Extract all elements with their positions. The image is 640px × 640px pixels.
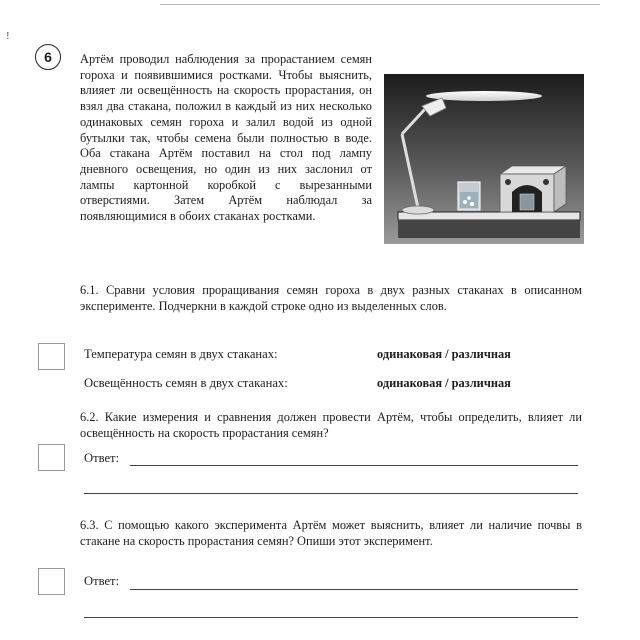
task-number: 6 [35,44,61,70]
question-6-3-text: 6.3. С помощью какого эксперимента Артём может выяснить, влияет ли наличие почвы в стакане на скорость прорастания семян? Опиши этот эксперимент. [80,518,582,548]
answer-line-6-2a[interactable] [130,465,578,466]
task-intro: Артём проводил наблюдения за прорастанием семян гороха и появившимися ростками. Чтобы выяснить, влияет ли освещённость на скорость прорастания, он взял два стакана, положил в каждый из них несколько одинаковых семян гороха и залил водой из одной бутылки так, чтобы семена были полностью в воде. Оба стакана Артём поставил на стол под лампу дневного освещения, но один из них заслонил от лампы картонной коробкой с вырезанными отверстиями. Затем Артём наблюдал за появляющимися в обоих стаканах ростками. [80,52,372,224]
top-rule [160,0,600,5]
question-6-1-text: 6.1. Сравни условия проращивания семян гороха в двух разных стаканах в описанном эксперименте. Подчеркни в каждой строке одно из выделенных слов. [80,283,582,313]
answer-box-6-3[interactable] [38,568,65,595]
answer-line-6-3a[interactable] [130,589,578,590]
answer-label-6-3: Ответ: [84,574,120,588]
row-temperature-label: Температура семян в двух стаканах: [84,347,278,361]
answer-line-6-2b[interactable] [84,493,578,494]
row-temperature-options[interactable]: одинаковая / различная [377,347,511,361]
row-illumination-label: Освещённость семян в двух стаканах: [84,376,288,390]
cardboard-box-icon [500,166,566,212]
question-6-2-text: 6.2. Какие измерения и сравнения должен провести Артём, чтобы определить, влияет ли освещённость на скорость прорастания семян? [80,410,582,440]
experiment-illustration [384,74,584,244]
answer-line-6-3b[interactable] [84,617,578,618]
glass-icon [458,182,480,210]
answer-label-6-2: Ответ: [84,451,120,465]
ceiling-lamp-icon [426,91,542,101]
row-illumination-options[interactable]: одинаковая / различная [377,376,511,390]
margin-mark: ! [6,30,10,42]
answer-box-6-1[interactable] [38,343,65,370]
answer-box-6-2[interactable] [38,444,65,471]
